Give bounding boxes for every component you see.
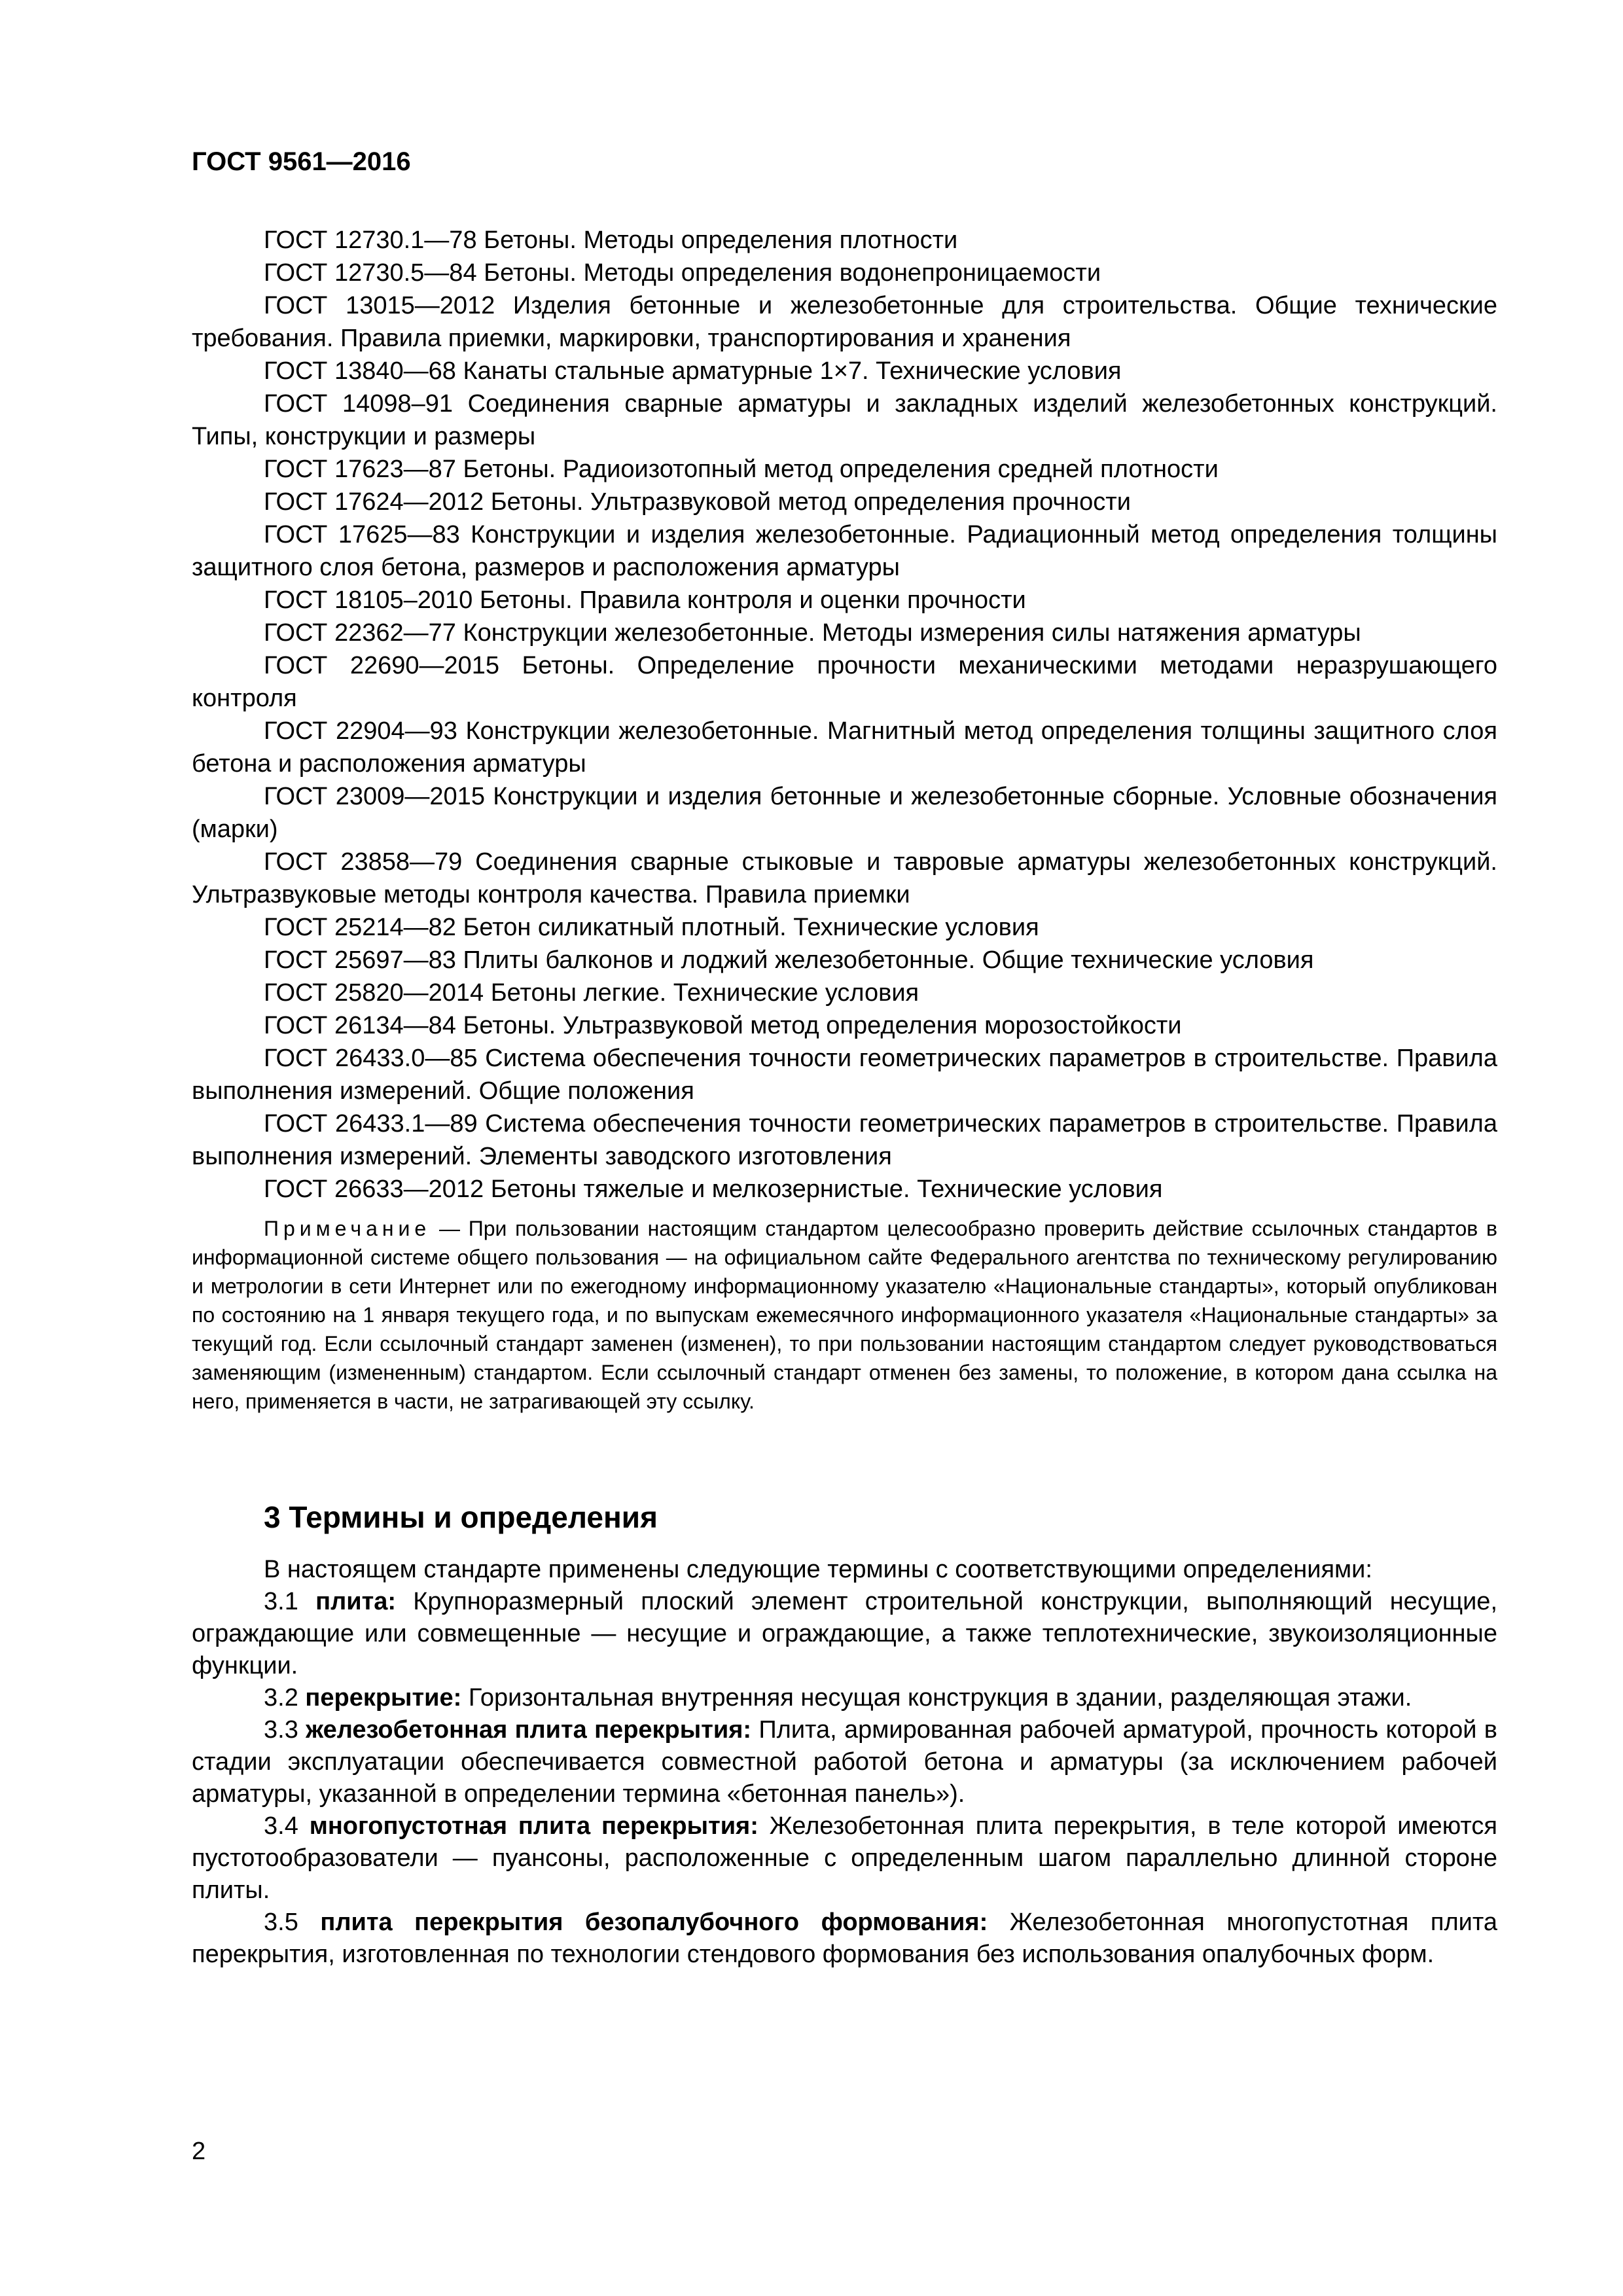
note-paragraph <box>192 1214 1497 1416</box>
document-code-header: ГОСТ 9561—2016 <box>192 147 411 176</box>
page-number: 2 <box>192 2138 206 2165</box>
term-text: Железобетонная многопустотная плита перекрытия, изготовленная по технологии стендового формования без использования опалубочных форм. <box>192 1909 1497 1968</box>
term-name: железобетонная плита перекрытия: <box>306 1716 752 1744</box>
term-text: Горизонтальная внутренняя несущая конструкция в здании, разделяющая этажи. <box>461 1684 1412 1712</box>
reference-item: ГОСТ 14098–91 Соединения сварные арматуры и закладных изделий железобетонных конструкций. Типы, конструкции и размеры <box>192 390 1497 450</box>
term-name: многопустотная плита перекрытия: <box>309 1812 758 1840</box>
reference-item: ГОСТ 22690—2015 Бетоны. Определение прочности механическими методами неразрушающего контроля <box>192 652 1497 712</box>
term-definition <box>192 1682 1497 1714</box>
reference-item: ГОСТ 25820—2014 Бетоны легкие. Технические условия <box>264 979 919 1007</box>
reference-item: ГОСТ 22904—93 Конструкции железобетонные. Магнитный метод определения толщины защитного слоя бетона и расположения арматуры <box>192 717 1497 778</box>
reference-item: ГОСТ 13015—2012 Изделия бетонные и железобетонные для строительства. Общие технические требования. Правила приемки, маркировки, транспортирования и хранения <box>192 292 1497 352</box>
term-number: 3.5 <box>264 1909 321 1936</box>
term-number: 3.3 <box>264 1716 306 1744</box>
section-heading: 3 Термины и определения <box>264 1500 658 1534</box>
term-name: перекрытие: <box>305 1684 462 1712</box>
reference-item: ГОСТ 25697—83 Плиты балконов и лоджий железобетонные. Общие технические условия <box>264 946 1314 974</box>
term-number: 3.4 <box>264 1812 310 1840</box>
term-number: 3.2 <box>264 1684 306 1712</box>
reference-item: ГОСТ 13840—68 Канаты стальные арматурные 1×7. Технические условия <box>264 357 1122 385</box>
reference-item: ГОСТ 17625—83 Конструкции и изделия железобетонные. Радиационный метод определения толщины защитного слоя бетона, размеров и расположения арматуры <box>192 521 1497 581</box>
reference-item: ГОСТ 23009—2015 Конструкции и изделия бетонные и железобетонные сборные. Условные обозначения (марки) <box>192 783 1497 843</box>
reference-item: ГОСТ 23858—79 Соединения сварные стыковые и тавровые арматуры железобетонных конструкций. Ультразвуковые методы контроля качества. Правила приемки <box>192 848 1497 908</box>
term-definition <box>192 1586 1497 1682</box>
reference-item: ГОСТ 17623—87 Бетоны. Радиоизотопный метод определения средней плотности <box>264 456 1219 483</box>
reference-item: ГОСТ 17624—2012 Бетоны. Ультразвуковой метод определения прочности <box>264 488 1131 516</box>
term-number: 3.1 <box>264 1588 316 1615</box>
reference-item: ГОСТ 12730.1—78 Бетоны. Методы определения плотности <box>264 226 958 254</box>
term-text: Крупноразмерный плоский элемент строительной конструкции, выполняющий несущие, ограждающие или совмещенные — несущие и ограждающие, а также теплотехнические, звукоизоляционные функции. <box>192 1588 1497 1679</box>
term-definition <box>192 1810 1497 1907</box>
reference-item: ГОСТ 22362—77 Конструкции железобетонные. Методы измерения силы натяжения арматуры <box>264 619 1361 647</box>
reference-item: ГОСТ 26633—2012 Бетоны тяжелые и мелкозернистые. Технические условия <box>264 1175 1163 1203</box>
reference-item: ГОСТ 25214—82 Бетон силикатный плотный. Технические условия <box>264 914 1039 941</box>
terms-intro: В настоящем стандарте применены следующие термины с соответствующими определениями: <box>264 1556 1372 1583</box>
term-name: плита: <box>315 1588 396 1615</box>
reference-item: ГОСТ 26433.0—85 Система обеспечения точности геометрических параметров в строительстве. Правила выполнения измерений. Общие положения <box>192 1045 1497 1105</box>
terms-section <box>192 1554 1497 1971</box>
note-label: Примечание <box>264 1217 431 1240</box>
normative-references-list <box>192 224 1497 1206</box>
reference-item: ГОСТ 26134—84 Бетоны. Ультразвуковой метод определения морозостойкости <box>264 1012 1182 1039</box>
term-name: плита перекрытия безопалубочного формования: <box>320 1909 988 1936</box>
note-text: — При пользовании настоящим стандартом целесообразно проверить действие ссылочных стандартов в информационной системе общего пользования — на официальном сайте Федерального агентства по техническому регулированию и метрологии в сети Интернет или по ежегодному информационному указателю «Национальные стандарты», который опубликован по состоянию на 1 января текущего года, и по выпускам ежемесячного информационного указателя «Национальные стандарты» за текущий год. Если ссылочный стандарт заменен (изменен), то при пользовании настоящим стандартом следует руководствоваться заменяющим (измененным) стандартом. Если ссылочный стандарт отменен без замены, то положение, в котором дана ссылка на него, применяется в части, не затрагивающей эту ссылку. <box>192 1217 1497 1413</box>
term-definition <box>192 1907 1497 1971</box>
term-text: Плита, армированная рабочей арматурой, прочность которой в стадии эксплуатации обеспечивается совместной работой бетона и арматуры (за исключением рабочей арматуры, указанной в определении термина «бетонная панель»). <box>192 1716 1497 1808</box>
reference-item: ГОСТ 26433.1—89 Система обеспечения точности геометрических параметров в строительстве. Правила выполнения измерений. Элементы заводского изготовления <box>192 1110 1497 1170</box>
term-text: Железобетонная плита перекрытия, в теле которой имеются пустотообразователи — пуансоны, расположенные с определенным шагом параллельно длинной стороне плиты. <box>192 1812 1497 1904</box>
term-definition <box>192 1714 1497 1810</box>
reference-item: ГОСТ 18105–2010 Бетоны. Правила контроля и оценки прочности <box>264 586 1026 614</box>
reference-item: ГОСТ 12730.5—84 Бетоны. Методы определения водонепроницаемости <box>264 259 1101 287</box>
